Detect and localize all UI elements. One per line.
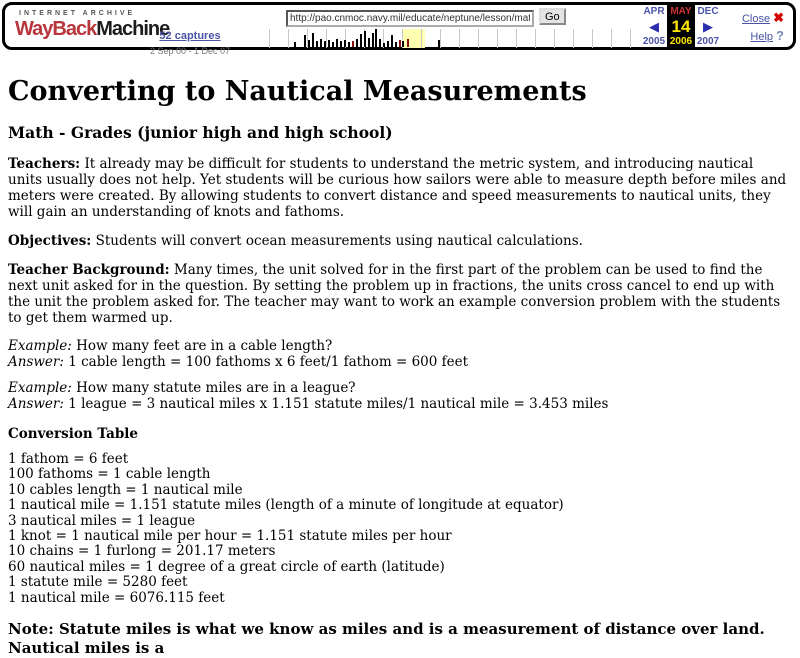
page-title: Converting to Nautical Measurements	[8, 76, 587, 107]
prev-arrow-icon[interactable]: ◀	[649, 19, 659, 34]
conversion-row: 10 cables length = 1 nautical mile	[8, 481, 243, 498]
url-bar	[286, 8, 560, 27]
conversion-row: 1 nautical mile = 1.151 statute miles (length of a minute of longitude at equator)	[8, 497, 564, 514]
next-year-label[interactable]: 2007	[696, 36, 720, 47]
conversion-row: 10 chains = 1 furlong = 201.17 meters	[8, 543, 276, 560]
page-subtitle: Math - Grades (junior high and high school)	[8, 123, 393, 142]
conversion-row: 3 nautical miles = 1 league	[8, 512, 196, 529]
current-month-label: MAY	[670, 6, 692, 17]
objectives-paragraph: Objectives: Students will convert ocean measurements using nautical calculations.	[8, 233, 583, 249]
prev-year-label[interactable]: 2005	[642, 36, 666, 47]
answer-label: Answer:	[8, 353, 64, 370]
next-arrow-icon[interactable]: ▶	[703, 19, 713, 34]
conversion-row: 1 nautical mile = 6076.115 feet	[8, 589, 225, 606]
close-control	[742, 10, 784, 26]
internet-archive-label: INTERNET ARCHIVE	[19, 10, 136, 17]
teachers-paragraph: Teachers: It already may be difficult for students to understand the metric system, and introducing nautical units usually does not help. Yet students will be curious how sailors were able to measure depth before miles and meters were created. By allowing students to convert distance and speed measurements to nautical units, they will gain an understanding of knots and fathoms.	[8, 156, 787, 220]
answer-label: Answer:	[8, 395, 64, 412]
example-label: Example:	[8, 338, 72, 354]
go-button[interactable]: Go	[539, 8, 566, 25]
date-current-column	[667, 2, 695, 50]
conversion-row: 1 fathom = 6 feet	[8, 451, 129, 467]
conversion-row: 60 nautical miles = 1 degree of a great circle of earth (latitude)	[8, 558, 445, 575]
current-year-label: 2006	[669, 36, 693, 47]
conversion-table-heading: Conversion Table	[8, 426, 139, 442]
captures-date-range: 2 Sep 00 - 1 Dec 07	[149, 46, 231, 56]
close-link[interactable]: Close	[741, 13, 771, 25]
date-next-column	[695, 2, 721, 50]
conversion-row: 100 fathoms = 1 cable length	[8, 466, 211, 483]
wayback-machine-logo: WayBackMachine	[15, 18, 170, 40]
note-paragraph: Note: Statute miles is what we know as miles and is a measurement of distance over land. Nautical miles is a	[8, 620, 765, 658]
conversion-row: 1 statute mile = 5280 feet	[8, 574, 188, 591]
url-input[interactable]	[286, 10, 534, 27]
date-navigation	[641, 2, 721, 50]
captures-summary	[131, 26, 249, 56]
objectives-label: Objectives:	[8, 233, 92, 249]
teacher-background-paragraph: Teacher Background: Many times, the unit solved for in the first part of the problem can be used to find the next unit asked for in the question. By setting the problem up in fractions, the units cross cancel to end up with the unit the problem asked for. The teacher may want to work an example conversion problem with the students to get them warmed up.	[8, 262, 781, 326]
teachers-label: Teachers:	[8, 156, 81, 172]
example-label: Example:	[8, 380, 72, 396]
captures-link[interactable]: 52 captures	[159, 30, 221, 42]
teacher-background-label: Teacher Background:	[8, 262, 170, 278]
conversion-table	[8, 452, 790, 606]
sparkline[interactable]	[251, 29, 637, 48]
current-day-label: 14	[671, 17, 691, 36]
conversion-row: 1 knot = 1 nautical mile per hour = 1.151 statute miles per hour	[8, 528, 452, 545]
help-control	[750, 28, 784, 43]
help-link[interactable]: Help	[750, 31, 774, 43]
wayback-toolbar	[2, 2, 796, 56]
example-block-2: Example: How many statute miles are in a league? Answer: 1 league = 3 nautical miles x 1.151 statute miles/1 nautical mile = 3.453 miles	[8, 380, 609, 412]
help-icon[interactable]: ?	[776, 28, 784, 43]
prev-month-label[interactable]: APR	[643, 6, 665, 17]
example-block-1: Example: How many feet are in a cable length? Answer: 1 cable length = 100 fathoms x 6 feet/1 fathom = 600 feet	[8, 338, 469, 370]
close-icon[interactable]: ✖	[773, 10, 784, 25]
archived-page	[0, 50, 800, 658]
date-prev-column	[641, 2, 667, 50]
next-month-label[interactable]: DEC	[697, 6, 719, 17]
